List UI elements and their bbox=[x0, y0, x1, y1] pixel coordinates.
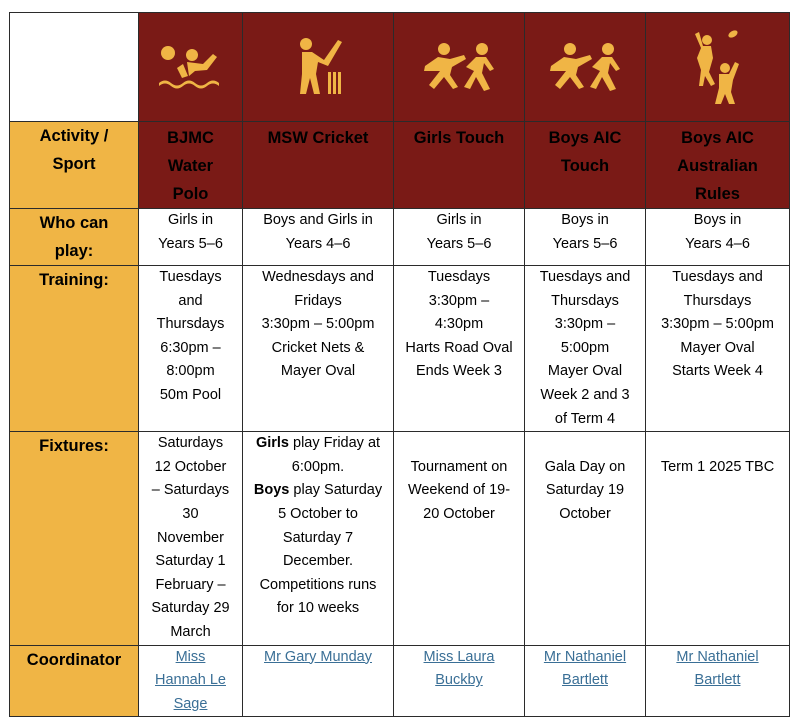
fixtures-boys-label: Boys bbox=[253, 482, 290, 499]
row-label-who: Who can play: bbox=[10, 209, 139, 266]
who-cell: Girls in Years 5–6 bbox=[139, 209, 243, 266]
coordinator-link[interactable]: Miss Hannah Le Sage bbox=[155, 648, 226, 712]
fixtures-girls-text: play Friday at 6:00pm. bbox=[291, 435, 381, 475]
coordinator-link[interactable]: Miss Laura Buckby bbox=[423, 648, 495, 689]
who-cell: Boys in Years 5–6 bbox=[525, 209, 646, 266]
training-cell: Tuesdays and Thursdays 6:30pm – 8:00pm 50m Pool bbox=[139, 266, 243, 432]
training-cell: Wednesdays and Fridays 3:30pm – 5:00pm Cricket Nets & Mayer Oval bbox=[243, 266, 394, 432]
coordinator-row bbox=[10, 645, 790, 717]
training-cell: Tuesdays and Thursdays 3:30pm – 5:00pm Mayer Oval Week 2 and 3 of Term 4 bbox=[525, 266, 646, 432]
coordinator-link[interactable]: Mr Gary Munday bbox=[264, 648, 372, 665]
australian-rules-icon bbox=[646, 13, 790, 122]
coordinator-link[interactable]: Mr Nathaniel Bartlett bbox=[543, 648, 627, 689]
touch-football-icon bbox=[394, 13, 525, 122]
coordinator-cell bbox=[243, 645, 394, 717]
icon-row bbox=[10, 13, 790, 122]
row-label-activity: Activity / Sport bbox=[10, 122, 139, 209]
coordinator-cell bbox=[646, 645, 790, 717]
cricket-icon bbox=[243, 13, 394, 122]
sport-name: Boys AIC Australian Rules bbox=[646, 122, 790, 209]
training-row bbox=[10, 266, 790, 432]
corner-cell bbox=[10, 13, 139, 122]
who-row bbox=[10, 209, 790, 266]
fixtures-cell bbox=[243, 432, 394, 645]
touch-football-icon bbox=[525, 13, 646, 122]
who-cell: Boys in Years 4–6 bbox=[646, 209, 790, 266]
who-cell: Boys and Girls in Years 4–6 bbox=[243, 209, 394, 266]
row-label-coordinator: Coordinator bbox=[10, 645, 139, 717]
activity-row bbox=[10, 122, 790, 209]
sport-name: Girls Touch bbox=[394, 122, 525, 209]
water-polo-icon bbox=[139, 13, 243, 122]
fixtures-cell: Tournament on Weekend of 19- 20 October bbox=[394, 432, 525, 645]
sports-schedule-table bbox=[9, 12, 790, 717]
coordinator-cell bbox=[394, 645, 525, 717]
row-label-training: Training: bbox=[10, 266, 139, 432]
row-label-fixtures: Fixtures: bbox=[10, 432, 139, 645]
coordinator-cell bbox=[139, 645, 243, 717]
fixtures-row bbox=[10, 432, 790, 645]
fixtures-boys-text: play Saturday 5 October to Saturday 7 December. Competitions runs for 10 weeks bbox=[259, 482, 383, 617]
training-cell: Tuesdays and Thursdays 3:30pm – 5:00pm Mayer Oval Starts Week 4 bbox=[646, 266, 790, 432]
fixtures-cell: Gala Day on Saturday 19 October bbox=[525, 432, 646, 645]
fixtures-cell: Saturdays 12 October – Saturdays 30 November Saturday 1 February – Saturday 29 March bbox=[139, 432, 243, 645]
fixtures-cell: Term 1 2025 TBC bbox=[646, 432, 790, 645]
fixtures-girls-label: Girls bbox=[255, 435, 289, 452]
sport-name: Boys AIC Touch bbox=[525, 122, 646, 209]
who-cell: Girls in Years 5–6 bbox=[394, 209, 525, 266]
sport-name: MSW Cricket bbox=[243, 122, 394, 209]
coordinator-cell bbox=[525, 645, 646, 717]
training-cell: Tuesdays 3:30pm – 4:30pm Harts Road Oval Ends Week 3 bbox=[394, 266, 525, 432]
sport-name: BJMC Water Polo bbox=[139, 122, 243, 209]
coordinator-link[interactable]: Mr Nathaniel Bartlett bbox=[676, 648, 759, 689]
